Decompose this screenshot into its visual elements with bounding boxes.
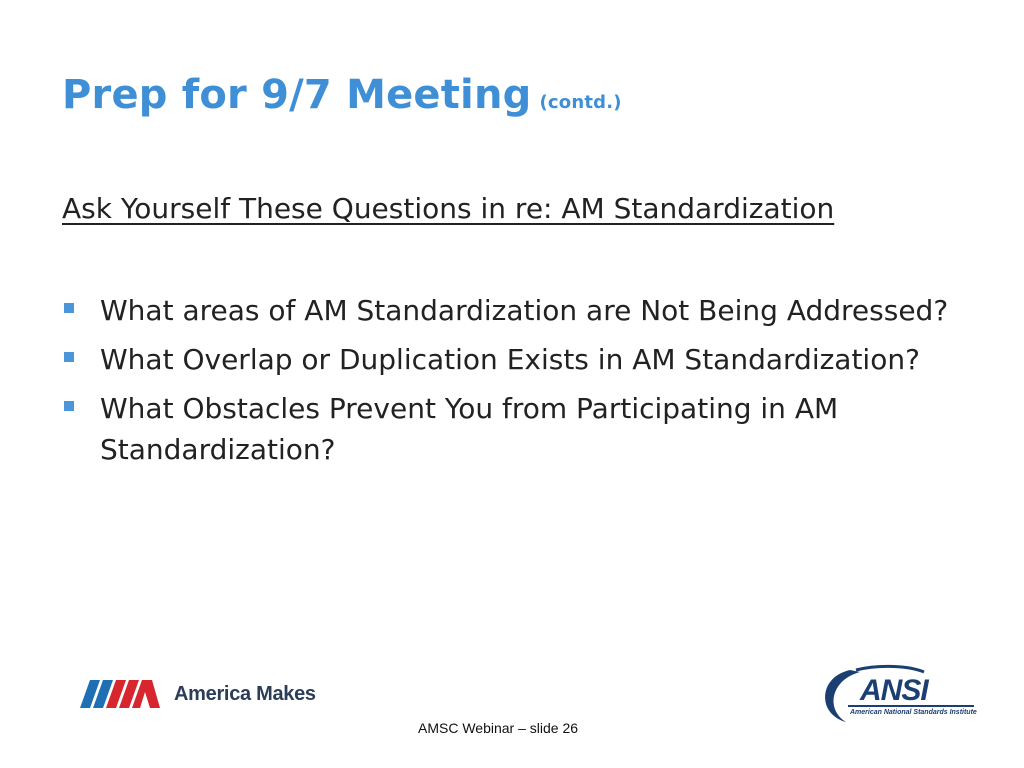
bullet-item xyxy=(62,290,962,331)
slide-footer-caption: AMSC Webinar – slide 26 xyxy=(418,720,579,736)
bullet-text: What areas of AM Standardization are Not Being Addressed? xyxy=(100,294,949,327)
america-makes-wordmark: America Makes xyxy=(174,682,316,705)
ansi-wordmark: ANSI xyxy=(860,674,928,707)
bullet-text: What Overlap or Duplication Exists in AM Standardization? xyxy=(100,343,920,376)
ansi-tagline: American National Standards Institute xyxy=(850,709,977,716)
ansi-logo xyxy=(820,664,980,728)
title-suffix: (contd.) xyxy=(539,92,622,113)
square-bullet-icon xyxy=(64,303,74,313)
square-bullet-icon xyxy=(64,352,74,362)
america-makes-mark-icon xyxy=(80,680,160,708)
bullet-item xyxy=(62,339,962,380)
america-makes-logo xyxy=(80,680,316,708)
subheading: Ask Yourself These Questions in re: AM Standardization xyxy=(62,192,835,225)
square-bullet-icon xyxy=(64,401,74,411)
title-text: Prep for 9/7 Meeting xyxy=(62,72,532,118)
bullet-list xyxy=(62,290,962,478)
bullet-item xyxy=(62,388,962,470)
slide-title xyxy=(62,72,622,118)
bullet-text: What Obstacles Prevent You from Participating in AM Standardization? xyxy=(100,392,839,466)
